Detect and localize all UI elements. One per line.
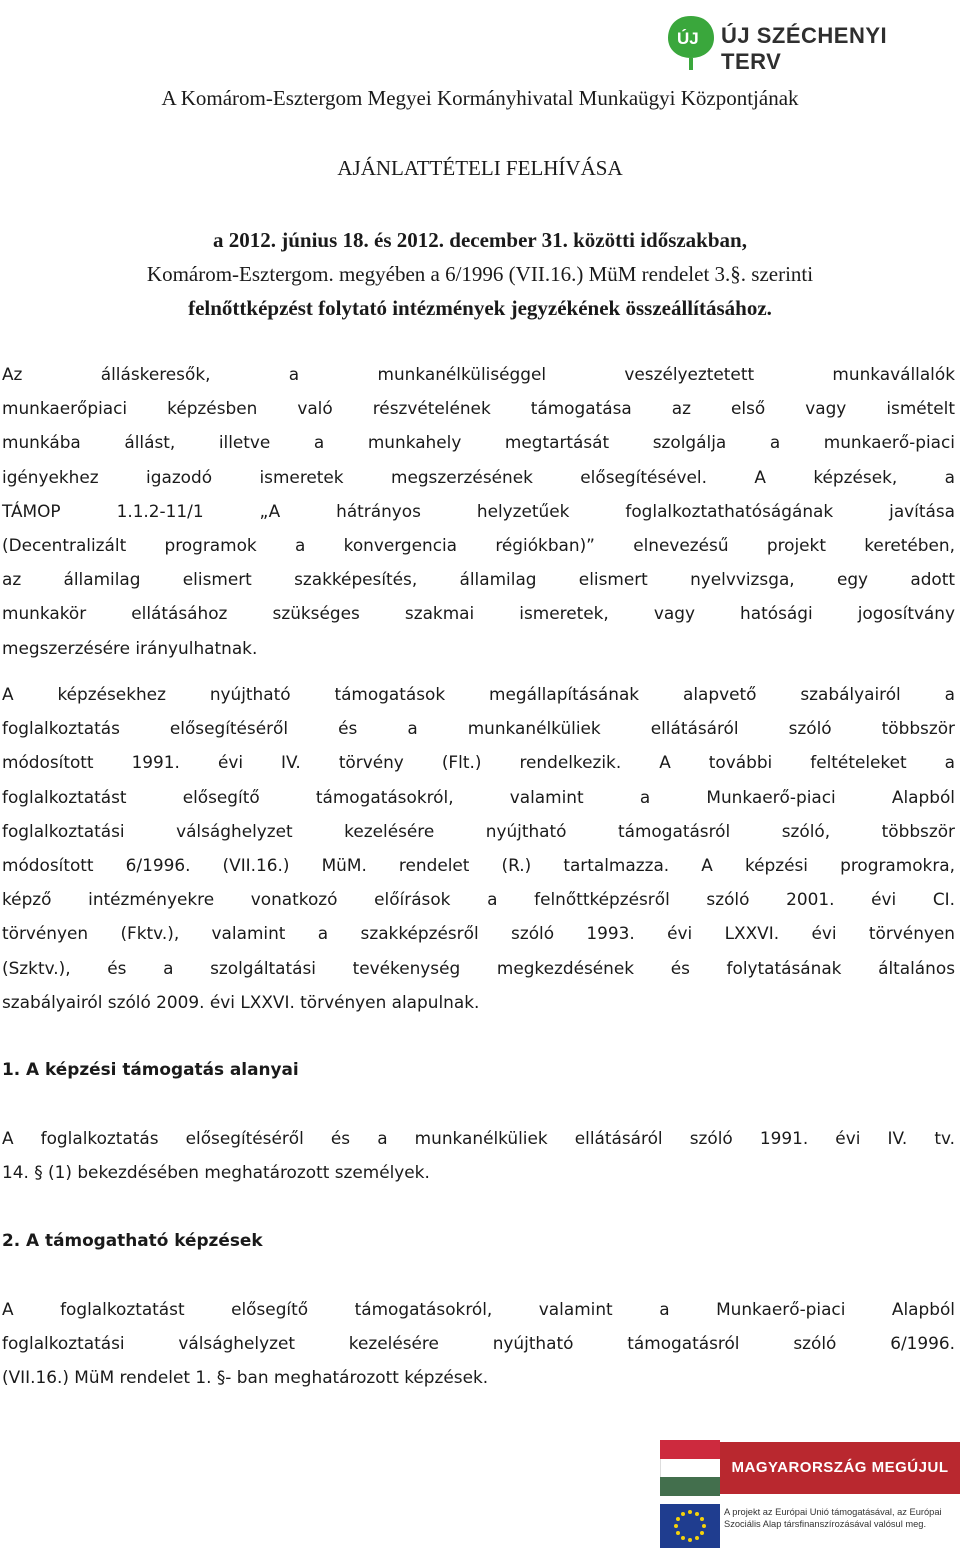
heading-line-regulation: Komárom-Esztergom. megyében a 6/1996 (VII.16.) MüM rendelet 3.§. szerinti (146, 262, 814, 286)
text-line: A képzésekhez nyújtható támogatások megállapításának alapvető szabályairól a (2, 684, 955, 704)
brand-name: ÚJ SZÉCHENYI TERV (721, 23, 888, 74)
paragraph-legal-basis (2, 677, 955, 1019)
paragraph-section-1 (2, 1121, 955, 1189)
footer-logos (660, 1440, 960, 1552)
text-line: A foglalkoztatás elősegítéséről és a munkanélküliek ellátásáról szóló 1991. évi IV. tv. (2, 1128, 955, 1148)
text-line: képző intézményekre vonatkozó előírások a felnőttképzésről szóló 2001. évi CI. (2, 889, 955, 910)
heading-subtitle (0, 223, 960, 325)
hungarian-flag-icon (660, 1440, 720, 1496)
text-line: (Szktv.), és a szolgáltatási tevékenység megkezdésének és folytatásának általános (2, 957, 955, 978)
heading-line-purpose: felnőttképzést folytató intézmények jegyzékének összeállításához. (188, 296, 772, 320)
eu-flag-icon (660, 1504, 720, 1548)
paragraph-section-2 (2, 1292, 955, 1395)
heading-title: AJÁNLATTÉTELI FELHÍVÁSA (337, 156, 623, 180)
text-line: foglalkoztatási válsághelyzet kezelésére nyújtható támogatásról szóló 6/1996. (2, 1333, 955, 1354)
text-line: foglalkoztatást elősegítő támogatásokról, valamint a Munkaerő-piaci Alapból (2, 786, 955, 807)
section-heading-2: 2. A támogatható képzések (2, 1230, 263, 1250)
text-line: munkakör ellátásához szükséges szakmai ismeretek, vagy hatósági jogosítvány (2, 603, 955, 624)
text-line: munkaerőpiaci képzésben való részvételének támogatása az első vagy ismételt (2, 398, 955, 419)
szechenyi-terv-logo (666, 10, 888, 74)
text-line: módosított 1991. évi IV. törvény (Flt.) rendelkezik. A további feltételeket a (2, 752, 955, 773)
text-line: módosított 6/1996. (VII.16.) MüM. rendelet (R.) tartalmazza. A képzési programokra, (2, 855, 955, 876)
text-line: törvényen (Fktv.), valamint a szakképzésről szóló 1993. évi LXXVI. évi törvényen (2, 923, 955, 944)
section-heading-1: 1. A képzési támogatás alanyai (2, 1059, 299, 1079)
text-line: TÁMOP 1.1.2-11/1 „A hátrányos helyzetűek foglalkoztathatóságának javítása (2, 500, 955, 521)
text-line: A foglalkoztatást elősegítő támogatásokról, valamint a Munkaerő-piaci Alapból (2, 1299, 955, 1319)
text-line: (Decentralizált programok a konvergencia régiókban)” elnevezésű projekt keretében, (2, 535, 955, 556)
heading-authority: A Komárom-Esztergom Megyei Kormányhivatal Munkaügyi Központjának (161, 86, 799, 110)
text-line: Az álláskeresők, a munkanélküliséggel veszélyeztetett munkavállalók (2, 364, 955, 384)
text-line: az államilag elismert szakképesítés, államilag elismert nyelvvizsga, egy adott (2, 569, 955, 590)
text-line: munkába állást, illetve a munkahely megtartását szolgálja a munkaerő-piaci (2, 432, 955, 453)
svg-text:ÚJ: ÚJ (677, 29, 699, 48)
leaf-icon (666, 14, 716, 70)
text-line: 14. § (1) bekezdésében meghatározott személyek. (2, 1162, 430, 1183)
text-line: szabályairól szóló 2009. évi LXXVI. törvényen alapulnak. (2, 991, 480, 1012)
text-line: igényekhez igazodó ismeretek megszerzésének elősegítésével. A képzések, a (2, 466, 955, 487)
paragraph-intro (2, 357, 955, 665)
text-line: foglalkoztatási válsághelyzet kezelésére nyújtható támogatásról szóló, többször (2, 820, 955, 841)
heading-line-period: a 2012. június 18. és 2012. december 31. közötti időszakban, (213, 228, 747, 252)
magyarorszag-megujul-banner: MAGYARORSZÁG MEGÚJUL (720, 1442, 960, 1494)
text-line: megszerzésére irányulhatnak. (2, 637, 258, 658)
eu-funding-note: A projekt az Európai Unió támogatásával, az Európai Szociális Alap társfinanszírozásával valósul meg. (724, 1507, 942, 1529)
text-line: (VII.16.) MüM rendelet 1. §- ban meghatározott képzések. (2, 1367, 489, 1388)
text-line: foglalkoztatás elősegítéséről és a munkanélküliek ellátásáról szóló többször (2, 718, 955, 739)
